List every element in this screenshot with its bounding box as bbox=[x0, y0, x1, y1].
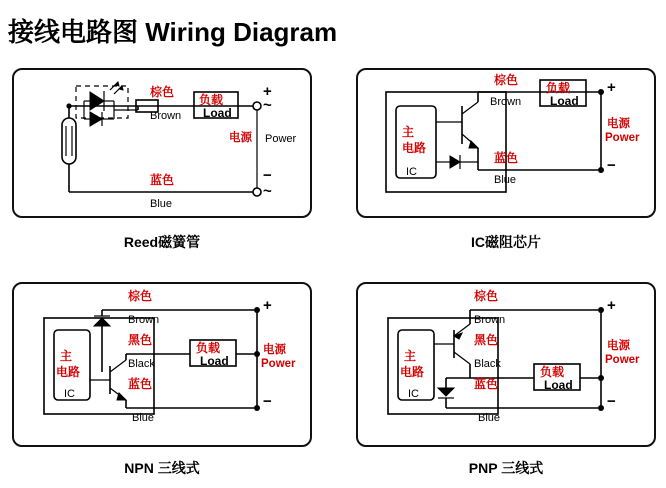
reed-brown-en: Brown bbox=[150, 110, 182, 122]
pnp-power-cn: 电源 bbox=[607, 340, 630, 352]
ic-minus-sign: − bbox=[607, 157, 616, 174]
reed-ac-bottom: ~ bbox=[263, 183, 272, 200]
npn-brown-en: Brown bbox=[128, 314, 160, 326]
panel-ic bbox=[356, 68, 656, 218]
ic-plus-sign: + bbox=[607, 79, 616, 96]
pnp-black-en: Black bbox=[474, 358, 501, 370]
ic-load-cn: 负载 bbox=[546, 81, 571, 95]
reed-plus-sign: + bbox=[263, 83, 272, 100]
pnp-brown-cn: 棕色 bbox=[474, 289, 499, 303]
ic-power-en: Power bbox=[605, 132, 640, 144]
panel-npn bbox=[12, 282, 312, 447]
reed-brown-cn: 棕色 bbox=[150, 85, 175, 99]
pnp-blue-cn: 蓝色 bbox=[474, 377, 499, 391]
panel-reed bbox=[12, 68, 312, 218]
caption-ic: IC磁阻芯片 bbox=[471, 234, 541, 250]
pnp-load-en: Load bbox=[544, 378, 573, 392]
reed-minus-sign: − bbox=[263, 167, 272, 184]
npn-ic-cn-line1: 主 bbox=[60, 349, 73, 363]
pnp-brown-en: Brown bbox=[474, 314, 506, 326]
npn-ic-cn-line2: 电路 bbox=[56, 365, 81, 379]
caption-npn: NPN 三线式 bbox=[124, 460, 200, 476]
npn-power-cn: 电源 bbox=[263, 344, 286, 356]
ic-load-en: Load bbox=[550, 94, 579, 108]
npn-ic-en: IC bbox=[64, 388, 75, 400]
npn-minus-sign: − bbox=[263, 393, 272, 410]
npn-black-cn: 黑色 bbox=[128, 333, 153, 347]
ic-brown-cn: 棕色 bbox=[494, 73, 519, 87]
npn-blue-cn: 蓝色 bbox=[128, 377, 153, 391]
ic-ic-cn-line2: 电路 bbox=[402, 141, 427, 155]
npn-brown-cn: 棕色 bbox=[128, 289, 153, 303]
pnp-blue-en: Blue bbox=[478, 412, 501, 424]
npn-load-en: Load bbox=[200, 354, 229, 368]
panel-pnp bbox=[356, 282, 656, 447]
reed-load-en: Load bbox=[203, 106, 232, 120]
npn-load-cn: 负载 bbox=[196, 341, 221, 355]
reed-blue-en: Blue bbox=[150, 198, 173, 210]
pnp-ic-cn-line2: 电路 bbox=[400, 365, 425, 379]
caption-pnp: PNP 三线式 bbox=[468, 460, 544, 476]
pnp-black-cn: 黑色 bbox=[474, 333, 499, 347]
pnp-plus-sign: + bbox=[607, 297, 616, 314]
npn-blue-en: Blue bbox=[132, 412, 155, 424]
ic-blue-en: Blue bbox=[494, 174, 517, 186]
reed-power-cn: 电源 bbox=[229, 132, 252, 144]
ic-ic-cn-line1: 主 bbox=[402, 125, 415, 139]
npn-black-en: Black bbox=[128, 358, 155, 370]
page-title: 接线电路图 Wiring Diagram bbox=[8, 17, 338, 47]
ic-brown-en: Brown bbox=[490, 96, 522, 108]
reed-power-en: Power bbox=[265, 133, 297, 145]
pnp-ic-cn-line1: 主 bbox=[404, 349, 417, 363]
reed-ac-top: ~ bbox=[263, 97, 272, 114]
pnp-minus-sign: − bbox=[607, 393, 616, 410]
reed-load-cn: 负载 bbox=[199, 93, 224, 107]
pnp-power-en: Power bbox=[605, 354, 640, 366]
caption-reed: Reed磁簧管 bbox=[123, 234, 201, 250]
npn-plus-sign: + bbox=[263, 297, 272, 314]
ic-blue-cn: 蓝色 bbox=[494, 151, 519, 165]
pnp-ic-en: IC bbox=[408, 388, 419, 400]
npn-power-en: Power bbox=[261, 358, 296, 370]
ic-ic-en: IC bbox=[406, 166, 417, 178]
ic-power-cn: 电源 bbox=[607, 118, 630, 130]
reed-blue-cn: 蓝色 bbox=[150, 173, 175, 187]
pnp-load-cn: 负载 bbox=[540, 365, 565, 379]
